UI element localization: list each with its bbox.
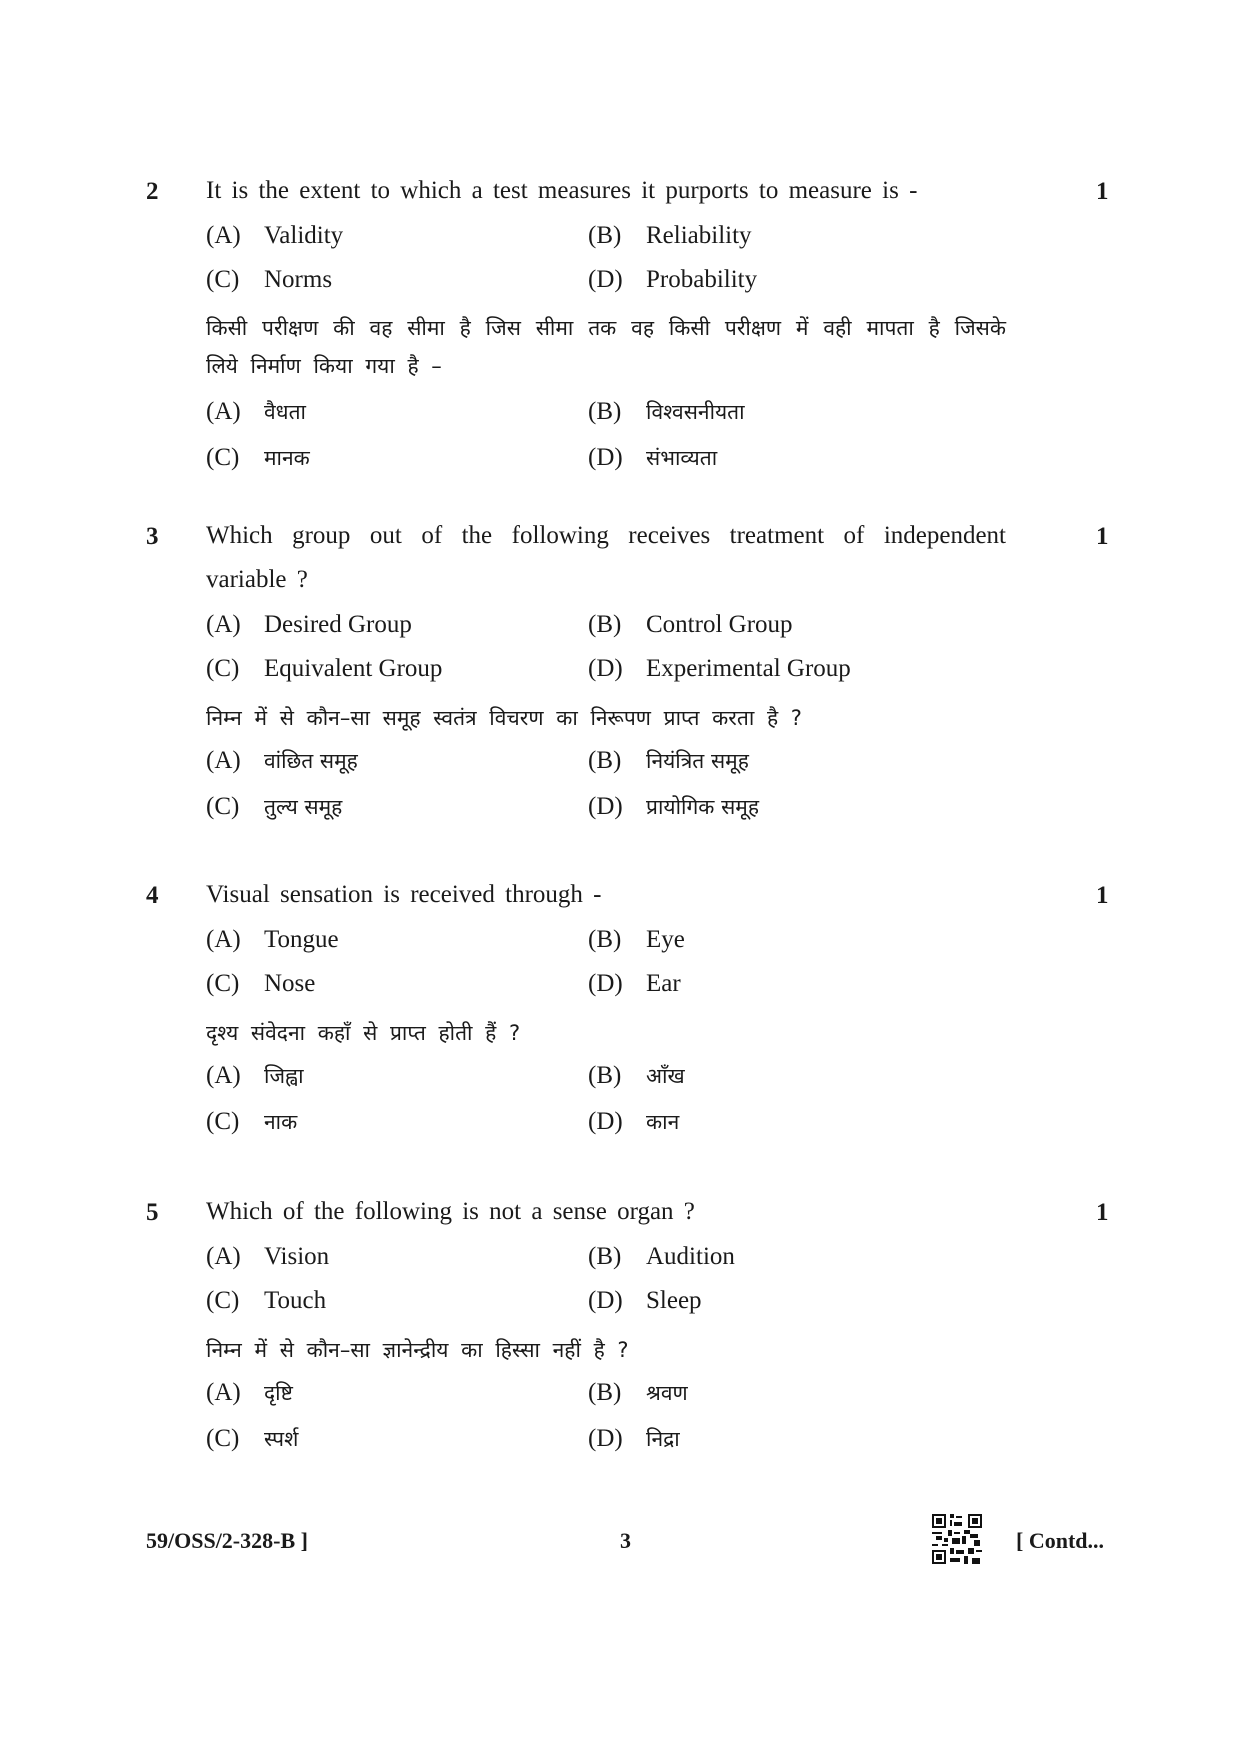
option-b-hindi: (B) विश्वसनीयता <box>588 398 745 425</box>
question-text-hindi: किसी परीक्षण की वह सीमा है जिस सीमा तक वह किसी परीक्षण में वही मापता है जिसके लिये निर्माण किया गया है – <box>206 316 1006 378</box>
option-a-hindi: (A) वांछित समूह <box>206 747 358 774</box>
page-number: 3 <box>620 1528 631 1553</box>
question-text-hindi: निम्न में से कौन–सा समूह स्वतंत्र विचरण का निरूपण प्राप्त करता है ? <box>206 706 802 730</box>
question-text-english: It is the extent to which a test measures it purports to measure is - <box>206 177 918 204</box>
option-d-hindi: (D) प्रायोगिक समूह <box>588 793 759 820</box>
option-b-english: (B) Reliability <box>588 222 752 249</box>
question-marks: 1 <box>1096 178 1109 205</box>
paper-code: 59/OSS/2-328-B ] <box>146 1528 308 1553</box>
option-a-hindi: (A) जिह्वा <box>206 1062 304 1089</box>
option-a-english: (A) Validity <box>206 222 344 249</box>
qr-code-icon <box>932 1514 982 1564</box>
option-b-english: (B) Eye <box>588 926 685 953</box>
option-d-english: (D) Sleep <box>588 1287 702 1314</box>
question-text-hindi: दृश्य संवेदना कहाँ से प्राप्त होती हैं ? <box>206 1021 521 1045</box>
option-a-english: (A) Desired Group <box>206 611 412 638</box>
option-a-english: (A) Vision <box>206 1243 330 1270</box>
option-d-hindi: (D) संभाव्यता <box>588 444 718 471</box>
option-d-hindi: (D) कान <box>588 1108 680 1135</box>
question-number: 2 <box>146 178 159 205</box>
option-c-hindi: (C) नाक <box>206 1108 298 1135</box>
option-d-english: (D) Experimental Group <box>588 655 851 682</box>
option-b-hindi: (B) आँख <box>588 1062 685 1089</box>
question-marks: 1 <box>1096 882 1109 909</box>
option-b-hindi: (B) नियंत्रित समूह <box>588 747 749 774</box>
option-c-english: (C) Norms <box>206 266 333 293</box>
question-number: 4 <box>146 882 159 909</box>
option-b-english: (B) Audition <box>588 1243 735 1270</box>
option-b-hindi: (B) श्रवण <box>588 1379 688 1406</box>
question-text-english: Which group out of the following receives treatment of independent variable ? <box>206 522 1006 593</box>
question-number: 5 <box>146 1199 159 1226</box>
option-a-english: (A) Tongue <box>206 926 339 953</box>
option-b-english: (B) Control Group <box>588 611 793 638</box>
option-c-english: (C) Equivalent Group <box>206 655 443 682</box>
question-text-hindi: निम्न में से कौन–सा ज्ञानेन्द्रीय का हिस्सा नहीं है ? <box>206 1338 629 1362</box>
question-text-english: Which of the following is not a sense organ ? <box>206 1198 695 1225</box>
option-a-hindi: (A) वैधता <box>206 398 306 425</box>
option-a-hindi: (A) दृष्टि <box>206 1379 293 1406</box>
option-d-english: (D) Probability <box>588 266 758 293</box>
continued-label: [ Contd... <box>1016 1528 1105 1553</box>
option-c-hindi: (C) स्पर्श <box>206 1425 299 1452</box>
option-c-english: (C) Touch <box>206 1287 327 1314</box>
option-c-hindi: (C) मानक <box>206 444 310 471</box>
question-text-english: Visual sensation is received through - <box>206 881 602 908</box>
option-c-hindi: (C) तुल्य समूह <box>206 793 343 820</box>
question-marks: 1 <box>1096 1199 1109 1226</box>
option-d-english: (D) Ear <box>588 970 681 997</box>
option-c-english: (C) Nose <box>206 970 316 997</box>
question-marks: 1 <box>1096 523 1109 550</box>
option-d-hindi: (D) निद्रा <box>588 1425 680 1452</box>
question-number: 3 <box>146 523 159 550</box>
